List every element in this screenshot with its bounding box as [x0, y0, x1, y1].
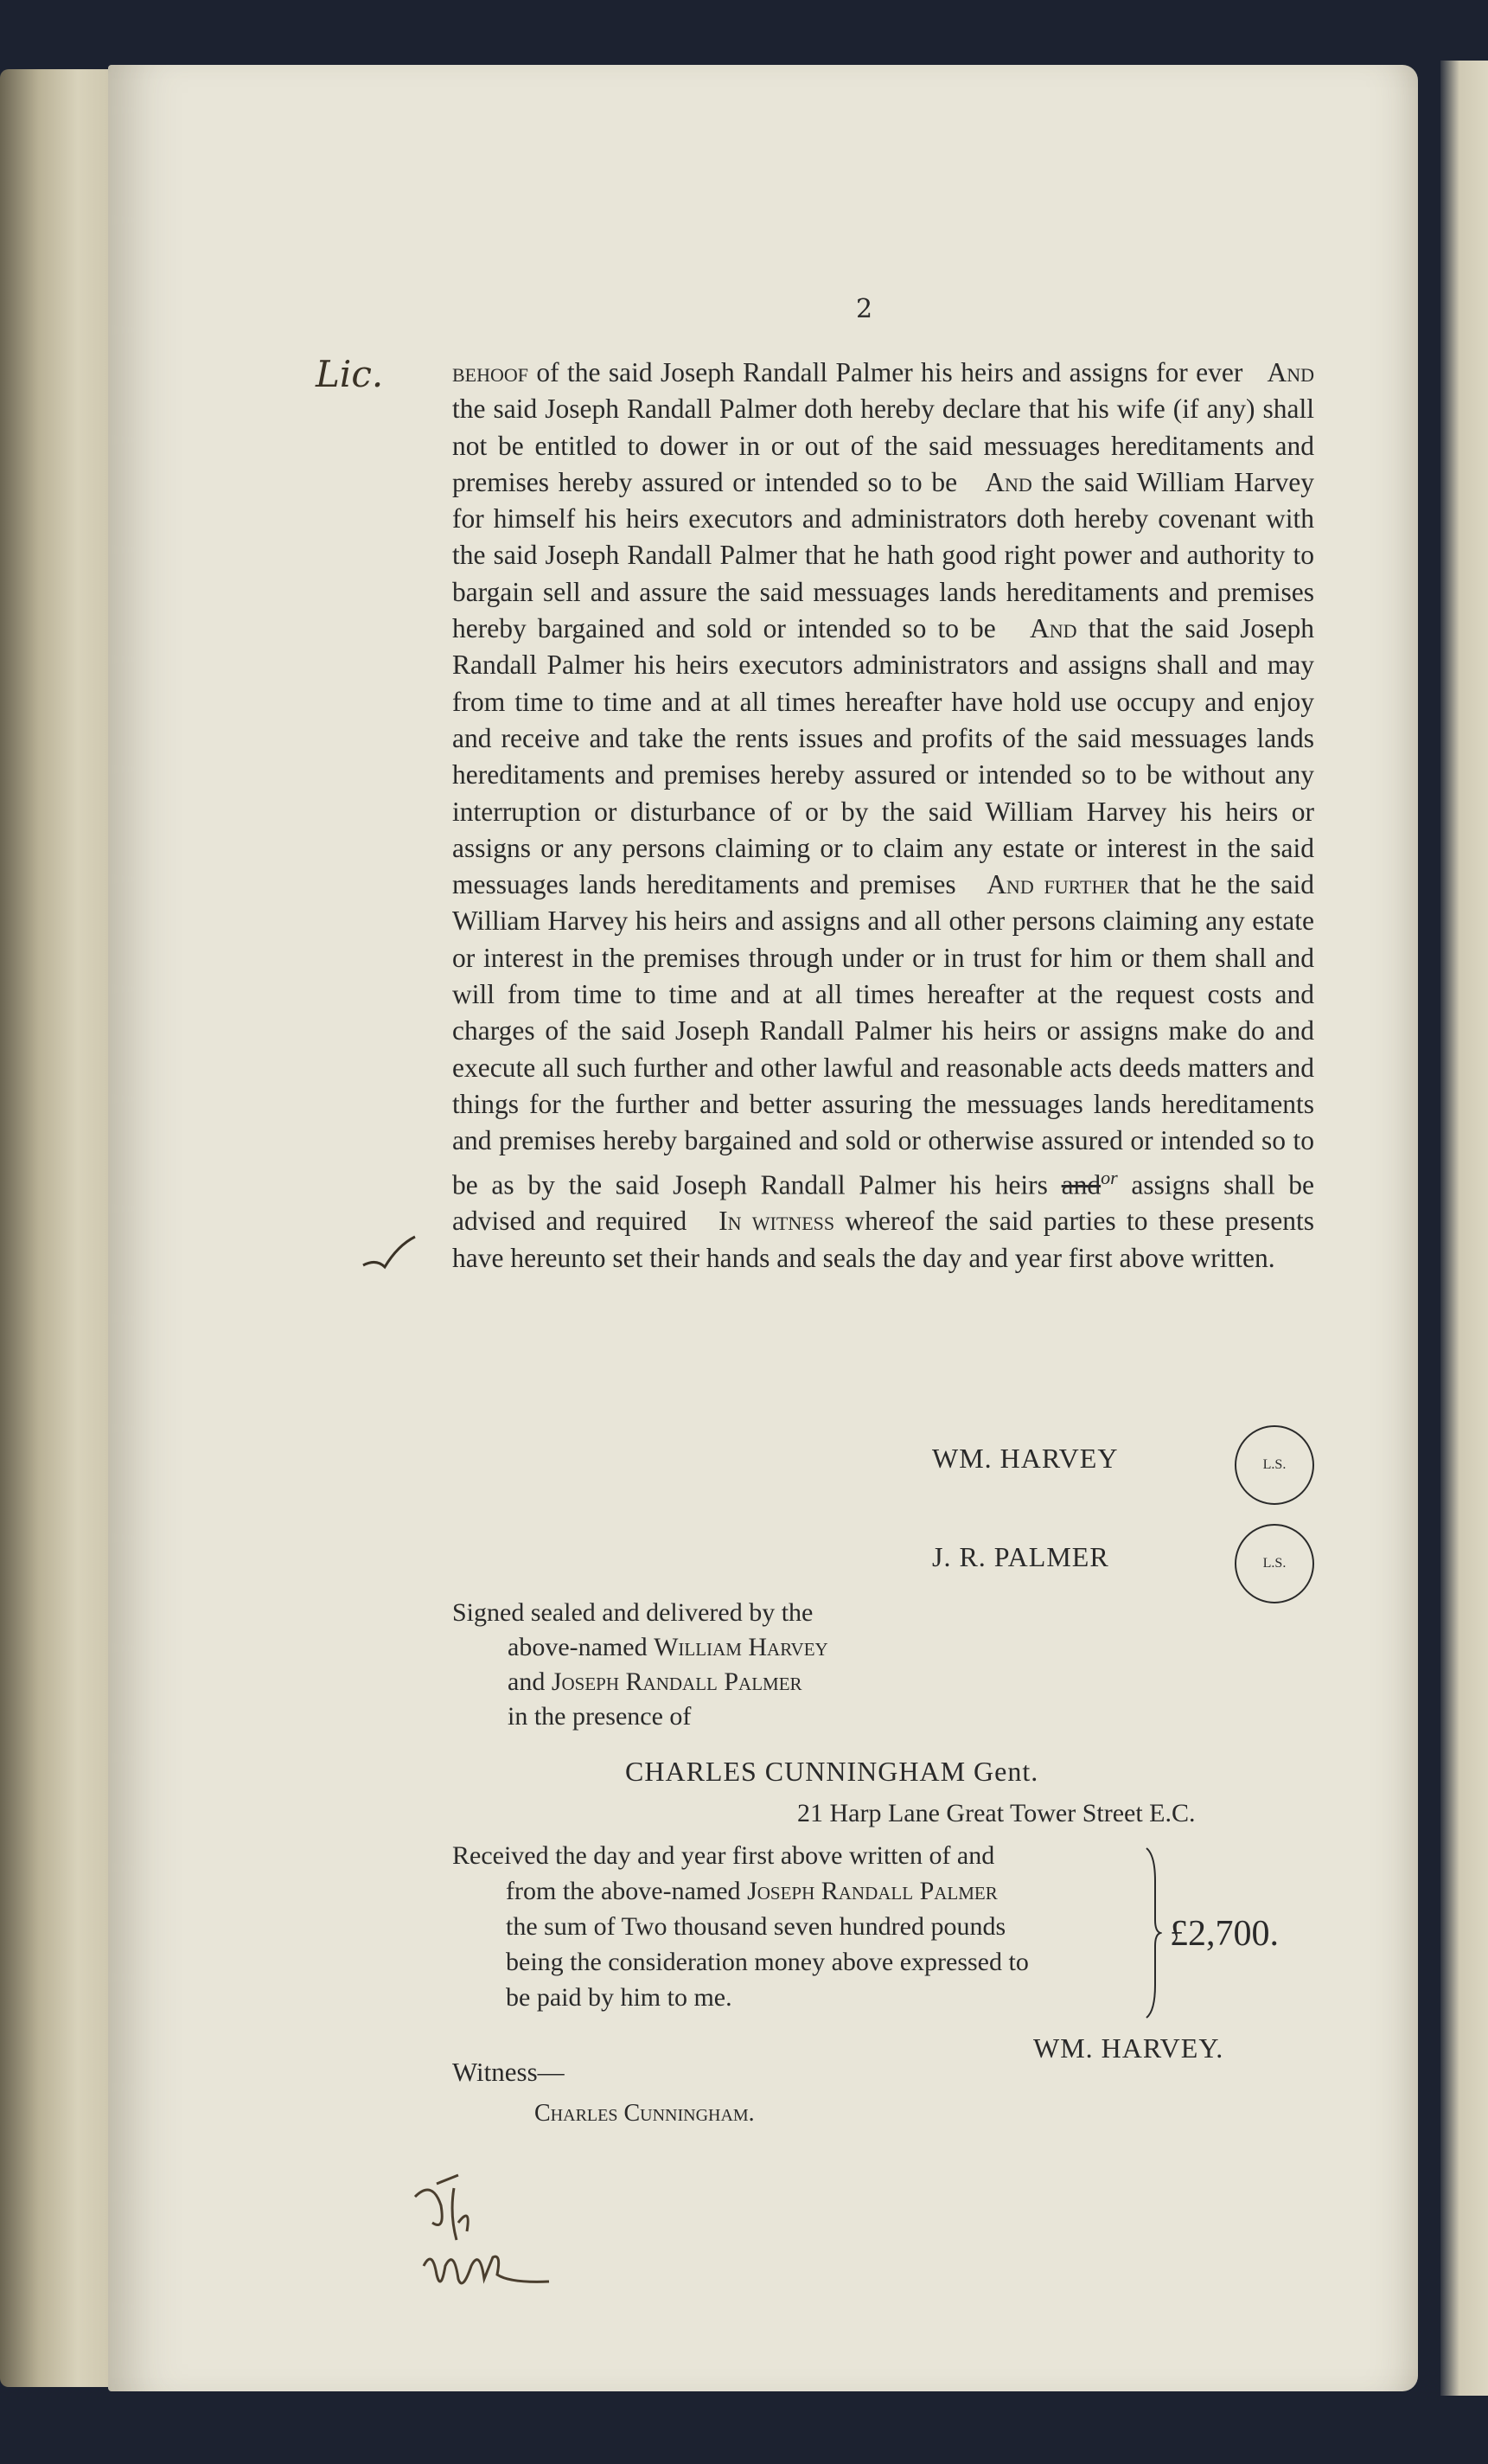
receipt-clause: [452, 1838, 1135, 2015]
attest-line: [452, 1665, 910, 1699]
body-segment: that he the said William Harvey his heirs and assigns and all other persons claiming any estate or interest in the premises through under or in trust for him or them shall and will from time to time and at all times hereafter at the request costs and charges of the said Joseph Randall Palmer his heirs or assigns make do and execute all such further and other lawful and reasonable acts deeds matters and things for the further and better assuring the messuages lands hereditaments and premises hereby bargained and sold or otherwise assured or intended so to be as by the said Joseph Randall Palmer his heirs: [452, 869, 1314, 1200]
body-keyword: And further: [987, 869, 1130, 900]
book-edge-right: [1440, 61, 1488, 2396]
receipt-payer: Joseph Randall Palmer: [747, 1877, 998, 1905]
page-number: 2: [856, 294, 873, 324]
body-keyword: And: [1030, 613, 1077, 644]
receipt-line: being the consideration money above expressed to: [506, 1948, 1029, 1976]
seal-harvey: [1235, 1425, 1314, 1505]
signature-harvey: WM. HARVEY: [932, 1443, 1119, 1474]
seal-label: L.S.: [1262, 1556, 1287, 1571]
receipt-witness-name: Charles Cunningham.: [534, 2100, 755, 2127]
lead-word: behoof: [452, 357, 529, 387]
receipt-amount: £2,700.: [1170, 1914, 1279, 1954]
witness-address: 21 Harp Lane Great Tower Street E.C.: [797, 1799, 1196, 1827]
attest-line: Signed sealed and delivered by the: [452, 1598, 814, 1627]
receipt-line: [452, 1873, 1135, 1909]
receipt-line: be paid by him to me.: [506, 1983, 732, 2012]
body-segment: of the said Joseph Randall Palmer his heirs and assigns for ever: [536, 357, 1243, 387]
seal-palmer: [1235, 1524, 1314, 1603]
body-segment: that the said Joseph Randall Palmer his heirs executors administrators and assigns shall and may from time to time and at all times hereafter have hold use occupy and enjoy and receive and take the rents issues and profits of the said messuages lands hereditaments and premises hereby assured or intended so to be without any interruption or disturbance of or by the said William Harvey his heirs or assigns or any persons claiming or to claim any estate or interest in the said messuages lands hereditaments and premises: [452, 613, 1315, 900]
attestation-clause: [452, 1596, 910, 1734]
attest-line: in the presence of: [508, 1702, 692, 1731]
interlined-word: or: [1101, 1166, 1118, 1188]
tick-mark-icon: [359, 1232, 419, 1276]
receipt-signature: WM. HARVEY.: [1033, 2032, 1224, 2064]
receipt-witness-label: Witness—: [452, 2057, 565, 2087]
struck-word: and: [1061, 1169, 1102, 1200]
deed-body-text: [452, 355, 1314, 1277]
attest-text: and: [508, 1667, 546, 1696]
body-keyword: And: [985, 466, 1032, 497]
body-keyword: In witness: [718, 1206, 835, 1237]
brace-icon: [1143, 1846, 1162, 2019]
seal-label: L.S.: [1262, 1457, 1287, 1472]
handwritten-initials-icon: [406, 2171, 562, 2301]
body-segment: assigns shall be advised and required: [452, 1169, 1315, 1237]
attest-name: Joseph Randall Palmer: [551, 1667, 802, 1696]
attest-line: [452, 1630, 910, 1665]
attest-text: above-named: [508, 1633, 648, 1661]
attest-name: William Harvey: [654, 1633, 828, 1661]
receipt-line: Received the day and year first above written of and: [452, 1841, 995, 1870]
witness-name: CHARLES CUNNINGHAM Gent.: [625, 1756, 1039, 1787]
body-keyword: And: [1267, 357, 1314, 387]
signature-palmer: J. R. PALMER: [932, 1541, 1109, 1572]
receipt-line: the sum of Two thousand seven hundred pounds: [506, 1912, 1006, 1941]
margin-note: Lic.: [316, 353, 384, 395]
body-segment: the said William Harvey for himself his heirs executors and administrators doth hereby covenant with the said Joseph Randall Palmer that he hath good right power and authority to bargain sell and assure the said messuages lands hereditaments and premises hereby bargained and sold or intended so to be: [452, 466, 1314, 644]
body-segment: the said Joseph Randall Palmer doth hereby declare that his wife (if any) shall not be entitled to dower in or out of the said messuages hereditaments and premises hereby assured or intended so to be: [452, 394, 1314, 497]
receipt-text: from the above-named: [506, 1877, 741, 1905]
body-segment: whereof the said parties to these presents have hereunto set their hands and seals the day and year first above written.: [452, 1206, 1314, 1273]
